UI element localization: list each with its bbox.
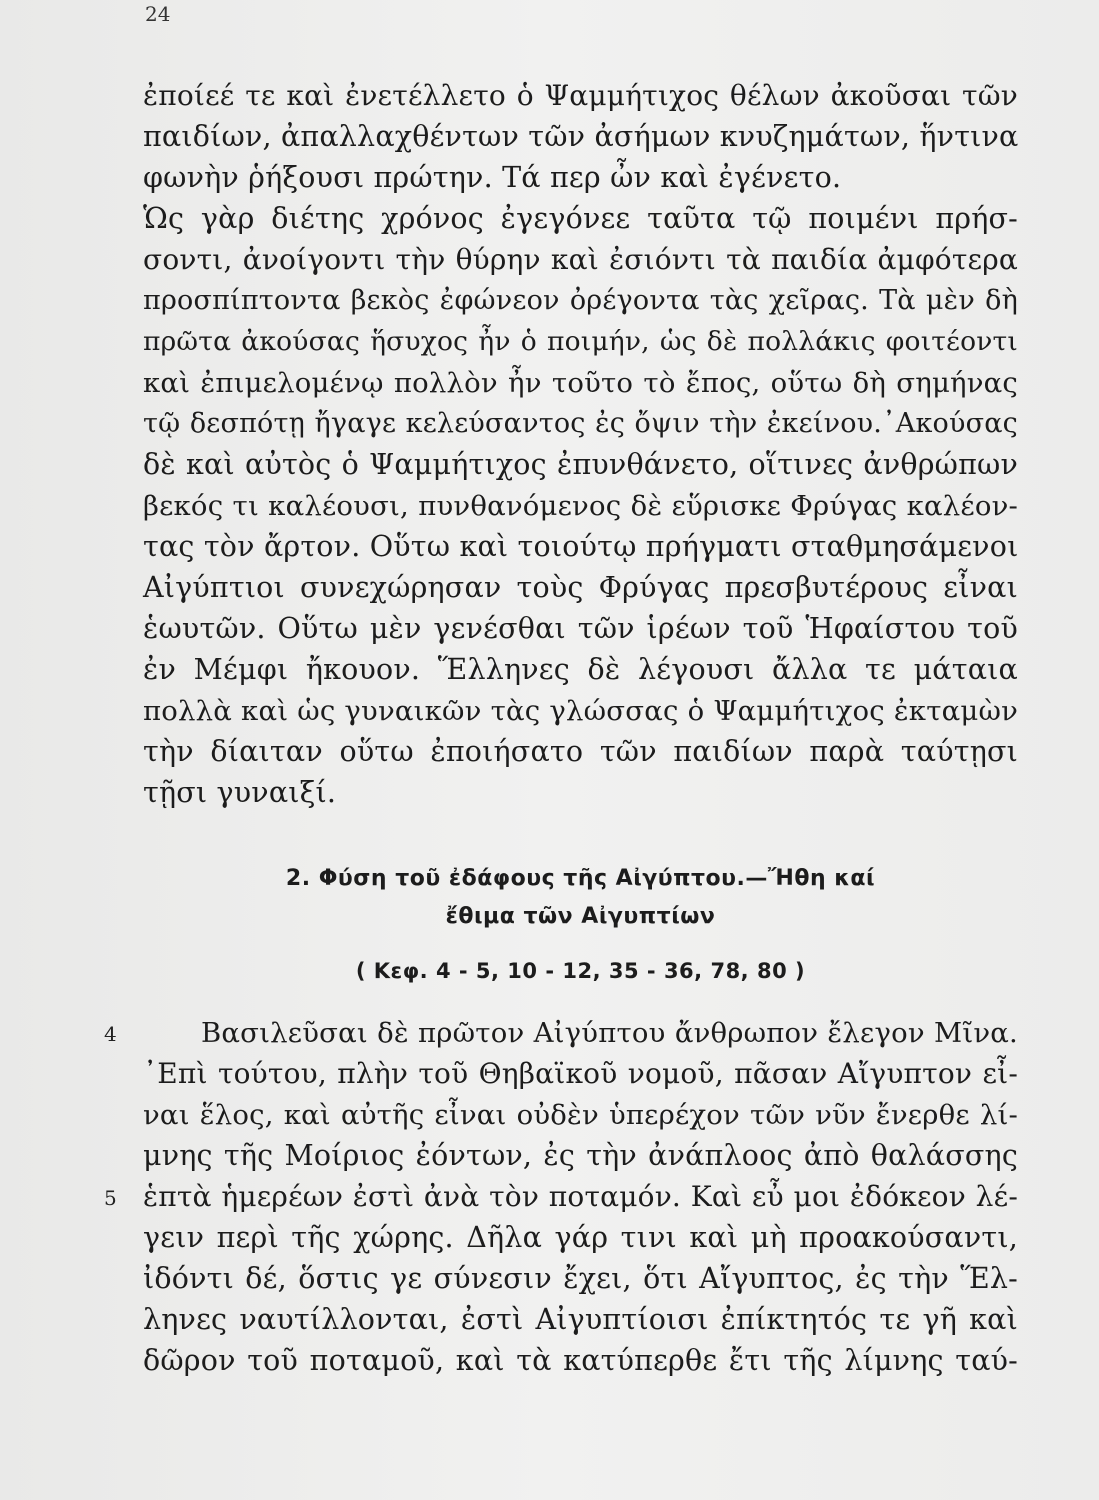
section-heading bbox=[143, 866, 1018, 891]
text-line: παιδίων, ἀπαλλαχθέντων τῶν ἀσήμων κνυζημάτων, ἥντινα bbox=[143, 120, 1019, 153]
text-line: ναι ἕλος, καὶ αὐτῆς εἶναι οὐδὲν ὑπερέχον τῶν νῦν ἔνερθε λί- bbox=[143, 1099, 1018, 1131]
text-line: προσπίπτοντα βεκὸς ἐφώνεον ὀρέγοντα τὰς χεῖρας. Τὰ μὲν δὴ bbox=[143, 285, 1018, 316]
section-reference bbox=[143, 959, 1018, 983]
text-line: μνης τῆς Μοίριος ἐόντων, ἐς τὴν ἀνάπλοος ἀπὸ θαλάσσης bbox=[143, 1139, 1018, 1172]
text-line: τῇσι γυναιξί. bbox=[143, 776, 337, 809]
text-line: τῷ δεσπότῃ ἤγαγε κελεύσαντος ἐς ὄψιν τὴν ἐκείνου.᾿Ακούσας bbox=[143, 408, 1018, 439]
text-line: Ὡς γὰρ διέτης χρόνος ἐγεγόνεε ταῦτα τῷ ποιμένι πρήσ- bbox=[143, 202, 1018, 235]
text-line: βεκός τι καλέουσι, πυνθανόμενος δὲ εὕρισκε Φρύγας καλέον- bbox=[143, 490, 1018, 522]
section-title-line-1: Φύση τοῦ ἐδάφους τῆς Αἰγύπτου.—Ἤθη καί bbox=[318, 866, 876, 891]
section-title-line-2: ἔθιμα τῶν Αἰγυπτίων bbox=[445, 904, 716, 929]
chapter-reference: ( Κεφ. 4 - 5, 10 - 12, 35 - 36, 78, 80 ) bbox=[355, 959, 806, 983]
text-line: ᾿Επὶ τούτου, πλὴν τοῦ Θηβαϊκοῦ νομοῦ, πᾶσαν Αἴγυπτον εἶ- bbox=[143, 1057, 1018, 1090]
text-line: φωνὴν ῥήξουσι πρώτην. Τά περ ὦν καὶ ἐγένετο. bbox=[143, 161, 842, 194]
text-line: ἑπτὰ ἡμερέων ἐστὶ ἀνὰ τὸν ποταμόν. Καὶ εὖ μοι ἐδόκεον λέ- bbox=[143, 1180, 1018, 1213]
text-line: Βασιλεῦσαι δὲ πρῶτον Αἰγύπτου ἄνθρωπον ἔλεγον Μῖνα. bbox=[201, 1017, 1018, 1049]
text-line: γειν περὶ τῆς χώρης. Δῆλα γάρ τινι καὶ μὴ προακούσαντι, bbox=[143, 1221, 1018, 1254]
text-line: ἰδόντι δέ, ὅστις γε σύνεσιν ἔχει, ὅτι Αἴγυπτος, ἐς τὴν Ἕλ- bbox=[143, 1262, 1018, 1295]
margin-chapter-number: 5 bbox=[104, 1186, 117, 1210]
text-line: ἐν Μέμφι ἤκουον. Ἕλληνες δὲ λέγουσι ἄλλα τε μάταια bbox=[143, 653, 1018, 686]
text-line: δῶρον τοῦ ποταμοῦ, καὶ τὰ κατύπερθε ἔτι τῆς λίμνης ταύ- bbox=[143, 1344, 1018, 1377]
text-line: δὲ καὶ αὐτὸς ὁ Ψαμμήτιχος ἐπυνθάνετο, οἵτινες ἀνθρώπων bbox=[143, 448, 1018, 481]
section-number: 2. bbox=[285, 866, 311, 891]
margin-chapter-number: 4 bbox=[104, 1022, 117, 1046]
text-line: ἐποίεέ τε καὶ ἐνετέλλετο ὁ Ψαμμήτιχος θέλων ἀκοῦσαι τῶν bbox=[143, 79, 1018, 112]
text-line: ἑωυτῶν. Οὕτω μὲν γενέσθαι τῶν ἱρέων τοῦ Ἡφαίστου τοῦ bbox=[143, 612, 1018, 645]
text-line: καὶ ἐπιμελομένῳ πολλὸν ἦν τοῦτο τὸ ἔπος, οὕτω δὴ σημήνας bbox=[143, 367, 1018, 399]
text-line: πολλὰ καὶ ὡς γυναικῶν τὰς γλώσσας ὁ Ψαμμήτιχος ἐκταμὼν bbox=[143, 695, 1018, 727]
text-line: τας τὸν ἄρτον. Οὕτω καὶ τοιούτῳ πρήγματι σταθμησάμενοι bbox=[143, 530, 1019, 563]
text-line: ληνες ναυτίλλονται, ἐστὶ Αἰγυπτίοισι ἐπίκτητός τε γῆ καὶ bbox=[143, 1303, 1018, 1336]
page-number: 24 bbox=[145, 2, 171, 26]
text-line: σοντι, ἀνοίγοντι τὴν θύρην καὶ ἐσιόντι τὰ παιδία ἀμφότερα bbox=[143, 243, 1018, 276]
section-heading-line-2 bbox=[143, 904, 1018, 929]
text-line: τὴν δίαιταν οὕτω ἐποιήσατο τῶν παιδίων παρὰ ταύτῃσι bbox=[143, 735, 1018, 768]
text-line: Αἰγύπτιοι συνεχώρησαν τοὺς Φρύγας πρεσβυτέρους εἶναι bbox=[143, 571, 1018, 604]
text-line: πρῶτα ἀκούσας ἥσυχος ἦν ὁ ποιμήν, ὡς δὲ πολλάκις φοιτέοντι bbox=[143, 326, 1018, 357]
